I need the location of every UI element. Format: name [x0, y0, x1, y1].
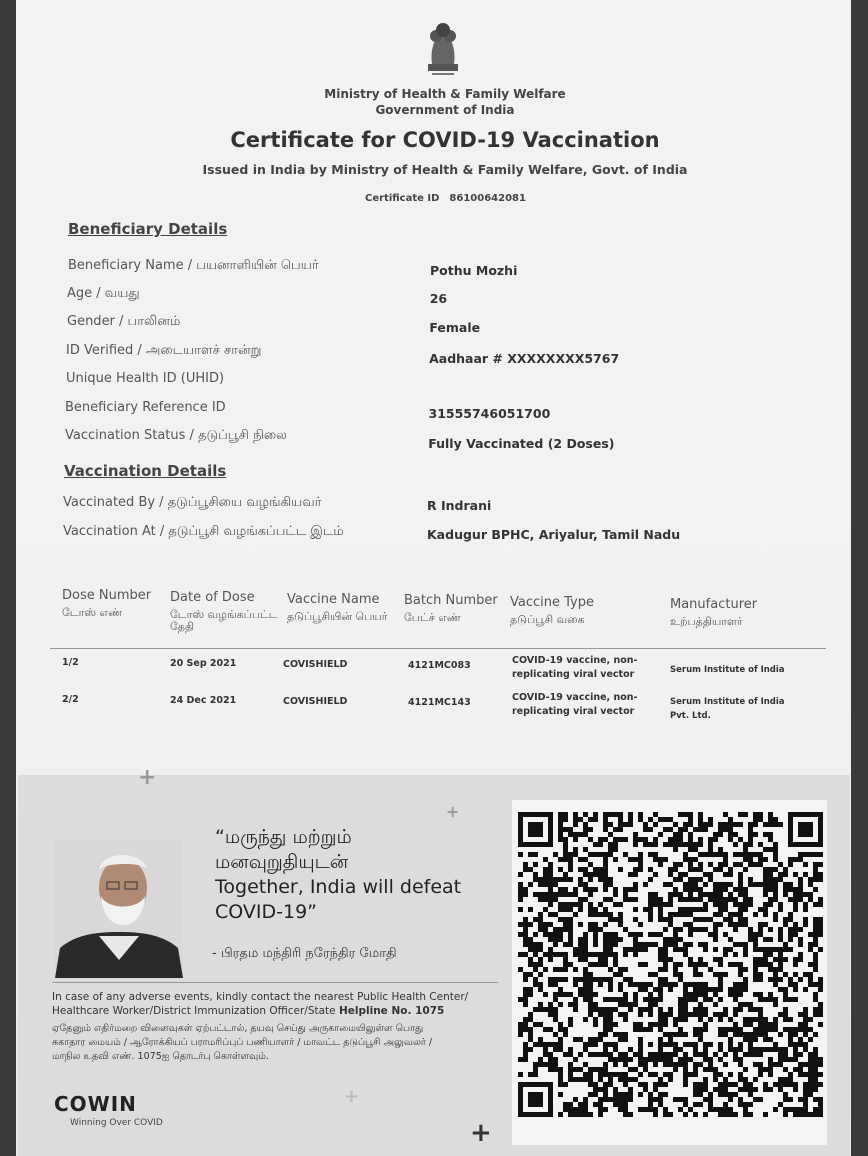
ministry-name: Ministry of Health & Family Welfare	[324, 87, 566, 101]
dose-cell: COVID-19 vaccine, non-replicating viral vector	[512, 655, 638, 680]
column-header-ta: டோஸ் வழங்கப்பட்ட தேதி	[170, 608, 278, 633]
field-value: Kadugur BPHC, Ariyalur, Tamil Nadu	[427, 527, 681, 542]
notice-line: Healthcare Worker/District Immunization Officer/State	[52, 1005, 339, 1017]
cowin-logo: COWIN	[54, 1092, 137, 1116]
quote-tamil-line: மனவுறுதியுடன்	[215, 851, 349, 873]
quote-english-line: COVID-19”	[215, 901, 317, 923]
notice-tamil-line: சுகாதார மையம் / ஆரோக்கியப் பராமரிப்புப் பணியாளர் / மாவட்ட தடுப்பூசி அலுவலர் /	[52, 1037, 433, 1048]
plus-decoration-icon: +	[138, 765, 157, 790]
column-header-en: Vaccine Type	[510, 595, 594, 610]
dose-cell: 20 Sep 2021	[170, 658, 237, 669]
notice-tamil-line: ஏதேனும் எதிர்மறை விளைவுகள் ஏற்பட்டால், தயவு செய்து அருகாமையிலுள்ள பொது	[52, 1023, 424, 1034]
notice-tamil-line: மாநில உதவி எண். 1075ஐ தொடர்பு கொள்ளவும்.	[52, 1051, 269, 1062]
adverse-events-notice	[52, 990, 468, 1064]
ministry-heading	[0, 86, 868, 118]
dose-cell: Serum Institute of India	[670, 665, 785, 675]
dose-cell: Serum Institute of India Pvt. Ltd.	[670, 697, 785, 721]
column-header-en: Manufacturer	[670, 597, 758, 612]
table-divider	[50, 648, 826, 649]
field-label: ID Verified / அடையாளச் சான்று	[66, 343, 262, 358]
issued-by: Issued in India by Ministry of Health & Family Welfare, Govt. of India	[202, 162, 688, 177]
dose-cell: 24 Dec 2021	[170, 695, 237, 706]
prime-minister-portrait	[55, 840, 183, 978]
column-header-en: Batch Number	[404, 593, 498, 608]
field-label: Vaccination Status / தடுப்பூசி நிலை	[65, 428, 287, 443]
quote	[215, 825, 461, 925]
field-label: Beneficiary Reference ID	[65, 400, 226, 415]
dose-cell: 4121MC143	[408, 697, 471, 708]
qr-code	[512, 800, 827, 1145]
column-header	[404, 593, 498, 624]
column-header	[62, 588, 151, 619]
column-header-en: Date of Dose	[170, 590, 255, 605]
plus-decoration-icon: +	[446, 802, 460, 821]
plus-decoration-icon: +	[470, 1118, 492, 1148]
field-value: Female	[429, 320, 481, 335]
notice-line: In case of any adverse events, kindly contact the nearest Public Health Center/	[52, 991, 469, 1003]
column-header	[170, 590, 280, 633]
banner-divider	[52, 982, 498, 983]
government-name: Government of India	[375, 103, 515, 117]
field-value: 31555746051700	[428, 406, 551, 421]
column-header	[510, 595, 594, 626]
dose-cell: COVISHIELD	[283, 696, 348, 707]
certificate-title: Certificate for COVID-19 Vaccination	[230, 128, 660, 152]
field-label: Vaccinated By / தடுப்பூசியை வழங்கியவர்	[63, 495, 322, 510]
dose-cell: COVID-19 vaccine, non-replicating viral vector	[512, 692, 638, 717]
quote-english-line: Together, India will defeat	[215, 876, 462, 898]
certificate-id-label: Certificate ID	[365, 193, 440, 204]
national-emblem-icon	[420, 20, 466, 80]
field-label: Gender / பாலினம்	[67, 314, 181, 329]
column-header-ta: தடுப்பூசி வகை	[510, 613, 585, 626]
field-value: Aadhaar # XXXXXXXX5767	[429, 351, 620, 366]
field-value: Pothu Mozhi	[430, 263, 518, 278]
certificate-id-value: 86100642081	[449, 193, 526, 204]
quote-tamil-line: “மருந்து மற்றும்	[215, 826, 352, 848]
dose-cell: 1/2	[62, 657, 79, 668]
field-value: Fully Vaccinated (2 Doses)	[428, 436, 615, 451]
cowin-tagline: Winning Over COVID	[70, 1118, 163, 1128]
column-header	[287, 592, 387, 623]
dose-cell: 2/2	[62, 694, 79, 705]
helpline-number: Helpline No. 1075	[338, 1005, 445, 1017]
column-header	[670, 597, 757, 628]
column-header-ta: பேட்ச் எண்	[404, 611, 461, 624]
vaccination-heading: Vaccination Details	[64, 462, 227, 480]
dose-cell: 4121MC083	[408, 660, 471, 671]
field-label: Age / வயது	[67, 286, 140, 301]
field-value: 26	[429, 291, 448, 306]
field-value: R Indrani	[427, 498, 492, 513]
column-header-ta: டோஸ் எண்	[62, 606, 123, 619]
field-label: Vaccination At / தடுப்பூசி வழங்கப்பட்ட இடம்	[63, 524, 344, 539]
plus-decoration-icon: +	[344, 1086, 360, 1107]
column-header-ta: தடுப்பூசியின் பெயர்	[287, 610, 388, 623]
field-label: Beneficiary Name / பயனாளியின் பெயர்	[68, 258, 319, 273]
certificate-id	[365, 193, 526, 204]
column-header-en: Vaccine Name	[287, 592, 380, 607]
dose-cell: COVISHIELD	[283, 659, 348, 670]
column-header-ta: உற்பத்தியாளர்	[670, 615, 743, 628]
quote-attribution: - பிரதம மந்திரி நரேந்திர மோதி	[212, 946, 397, 961]
field-label: Unique Health ID (UHID)	[66, 371, 225, 386]
column-header-en: Dose Number	[62, 588, 152, 603]
beneficiary-heading: Beneficiary Details	[68, 220, 228, 238]
